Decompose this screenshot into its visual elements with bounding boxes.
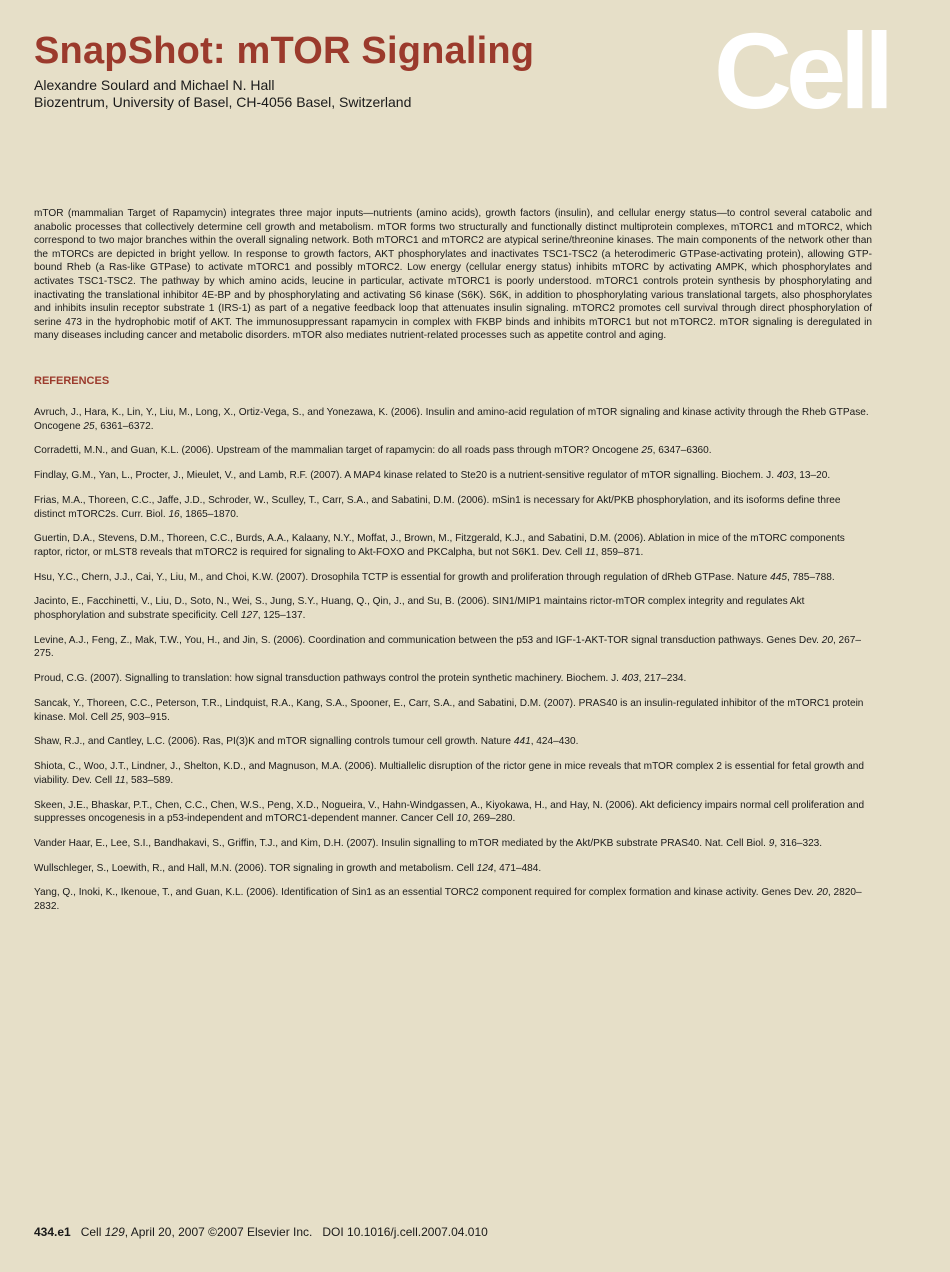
reference-item: Findlay, G.M., Yan, L., Procter, J., Mieulet, V., and Lamb, R.F. (2007). A MAP4 kinase related to Ste20 is a nutrient-sensitive regulator of mTOR signalling. Biochem. J. 403, 13–20. xyxy=(34,470,831,482)
reference-item: Levine, A.J., Feng, Z., Mak, T.W., You, H., and Jin, S. (2006). Coordination and communication between the p53 and IGF-1-AKT-TOR signal transduction pathways. Genes Dev. 20, 267–275. xyxy=(34,634,862,660)
affiliation: Biozentrum, University of Basel, CH-4056 Basel, Switzerland xyxy=(34,94,412,110)
footer xyxy=(34,1225,488,1240)
author-block xyxy=(34,77,411,111)
reference-item: Jacinto, E., Facchinetti, V., Liu, D., Soto, N., Wei, S., Jung, S.Y., Huang, Q., Qin, J., and Su, B. (2006). SIN1/MIP1 maintains rictor-mTOR complex integrity and regulates Akt phosphorylation and substrate specificity. Cell 127, 125–137. xyxy=(34,596,805,622)
reference-item: Guertin, D.A., Stevens, D.M., Thoreen, C.C., Burds, A.A., Kalaany, N.Y., Moffat, J., Brown, M., Fitzgerald, K.J., and Sabatini, D.M. (2006). Ablation in mice of the mTORC components raptor, rictor, or mLST8 reveals that mTORC2 is required for signaling to Akt-FOXO and PKCalpha, but not S6K1. Dev. Cell 11, 859–871. xyxy=(34,533,845,558)
page-title: SnapShot: mTOR Signaling xyxy=(34,30,535,72)
reference-item: Sancak, Y., Thoreen, C.C., Peterson, T.R., Lindquist, R.A., Kang, S.A., Spooner, E., Carr, S.A., and Sabatini, D.M. (2007). PRAS40 is an insulin-regulated inhibitor of the mTORC1 protein kinase. Mol. Cell 25, 903–915. xyxy=(34,698,864,723)
reference-item: Wullschleger, S., Loewith, R., and Hall, M.N. (2006). TOR signaling in growth and metabolism. Cell 124, 471–484. xyxy=(34,862,542,874)
reference-item: Frias, M.A., Thoreen, C.C., Jaffe, J.D., Schroder, W., Sculley, T., Carr, S.A., and Sabatini, D.M. (2006). mSin1 is necessary for Akt/PKB phosphorylation, and its isoforms define three distinct mTORC2s. Curr. Biol. 16, 1865–1870. xyxy=(34,494,841,520)
references-list xyxy=(34,406,872,925)
reference-item: Vander Haar, E., Lee, S.I., Bandhakavi, S., Griffin, T.J., and Kim, D.H. (2007). Insulin signalling to mTOR mediated by the Akt/PKB substrate PRAS40. Nat. Cell Biol. 9, 316–323. xyxy=(34,837,823,849)
reference-item: Proud, C.G. (2007). Signalling to translation: how signal transduction pathways control the protein synthetic machinery. Biochem. J. 403, 217–234. xyxy=(34,673,687,685)
journal-citation: Cell 129, April 20, 2007 ©2007 Elsevier Inc. xyxy=(80,1225,313,1239)
references-heading: REFERENCES xyxy=(34,375,110,387)
reference-item: Avruch, J., Hara, K., Lin, Y., Liu, M., Long, X., Ortiz-Vega, S., and Yonezawa, K. (2006). Insulin and amino-acid regulation of mTOR signaling and kinase activity through the Rheb GTPase. Oncogene 25, 6361–6372. xyxy=(34,407,869,432)
reference-item: Corradetti, M.N., and Guan, K.L. (2006). Upstream of the mammalian target of rapamycin: do all roads pass through mTOR? Oncogene 25, 6347–6360. xyxy=(34,445,712,457)
page-number: 434.e1 xyxy=(34,1225,71,1239)
cell-logo: Cell xyxy=(714,10,889,131)
reference-item: Yang, Q., Inoki, K., Ikenoue, T., and Guan, K.L. (2006). Identification of Sin1 as an essential TORC2 component required for complex formation and kinase activity. Genes Dev. 20, 2820–2832. xyxy=(34,887,862,913)
reference-item: Hsu, Y.C., Chern, J.J., Cai, Y., Liu, M., and Choi, K.W. (2007). Drosophila TCTP is essential for growth and proliferation through regulation of dRheb GTPase. Nature 445, 785–788. xyxy=(34,571,835,583)
reference-item: Shiota, C., Woo, J.T., Lindner, J., Shelton, K.D., and Magnuson, M.A. (2006). Multiallelic disruption of the rictor gene in mice reveals that mTOR complex 2 is essential for fetal growth and viability. Dev. Cell 11, 583–589. xyxy=(34,761,864,786)
reference-item: Skeen, J.E., Bhaskar, P.T., Chen, C.C., Chen, W.S., Peng, X.D., Nogueira, V., Hahn-Windgassen, A., Kiyokawa, H., and Hay, N. (2006). Akt deficiency impairs normal cell proliferation and suppresses oncogenesis in a p53-independent and mTORC1-dependent manner. Cancer Cell 10, 269–280. xyxy=(34,799,865,825)
abstract: mTOR (mammalian Target of Rapamycin) integrates three major inputs—nutrients (amino acids), growth factors (insulin), and cellular energy status—to control several catabolic and anabolic processes that collectively determine cell growth and metabolism. mTOR forms two structurally and functionally distinct multiprotein complexes, mTORC1 and mTORC2, which correspond to two major branches within the overall signaling network. Both mTORC1 and mTORC2 are atypical serine/threonine kinases. The main components of the network other than the mTORCs are depicted in bright yellow. In response to growth factors, AKT phosphorylates and inactivates TSC1-TSC2 (a heterodimeric GTPase-activating protein), allowing GTP-bound Rheb (a Ras-like GTPase) to activate mTORC1 and possibly mTORC2. Low energy (cellular energy status) inhibits mTORC by activating AMPK, which phosphorylates and activates TSC1-TSC2. The pathway by which amino acids, leucine in particular, activate mTORC1 is poorly understood. mTORC1 controls protein synthesis by phosphorylating and inactivating the translational inhibitor 4E-BP and by phosphorylating and activating S6 kinase (S6K). S6K, in addition to phosphorylating various translational targets, also phosphorylates and inhibits insulin receptor substrate 1 (IRS-1) as part of a negative feedback loop that attenuates insulin signaling. mTORC2 promotes cell survival through direct phosphorylation of serine 473 in the hydrophobic motif of AKT. The immunosuppressant rapamycin in complex with FKBP binds and inhibits mTORC1 but not mTORC2. mTOR signaling is deregulated in many diseases including cancer and metabolic disorders. mTOR also mediates nutrient-related processes such as appetite control and aging. xyxy=(34,208,872,342)
authors: Alexandre Soulard and Michael N. Hall xyxy=(34,77,275,93)
doi: DOI 10.1016/j.cell.2007.04.010 xyxy=(322,1225,488,1239)
reference-item: Shaw, R.J., and Cantley, L.C. (2006). Ras, PI(3)K and mTOR signalling controls tumour cell growth. Nature 441, 424–430. xyxy=(34,736,579,748)
